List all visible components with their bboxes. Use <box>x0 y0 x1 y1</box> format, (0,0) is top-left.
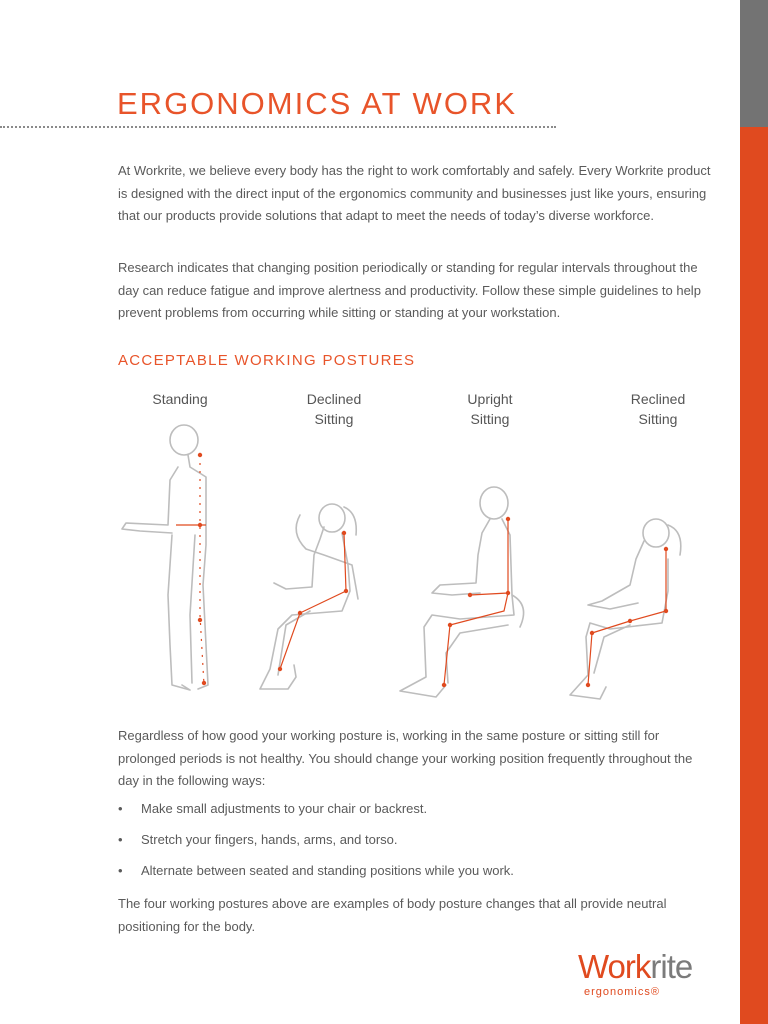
sidebar-orange-band <box>740 127 768 1024</box>
standing-figure <box>122 425 208 690</box>
posture-label-declined: Declined Sitting <box>306 391 362 427</box>
reclined-sitting-figure <box>570 519 681 699</box>
posture-label-standing: Standing <box>152 391 208 407</box>
postures-heading: ACCEPTABLE WORKING POSTURES <box>118 352 416 369</box>
closing-paragraph: The four working postures above are examples of body posture changes that all provide neutral positioning for the body. <box>118 896 667 934</box>
upright-sitting-figure <box>400 487 524 697</box>
list-item: • Alternate between seated and standing positions while you work. <box>118 860 514 891</box>
posture-illustrations <box>110 415 710 705</box>
dotted-divider <box>0 126 556 128</box>
logo-tagline: ergonomics® <box>584 986 660 998</box>
list-item: • Stretch your fingers, hands, arms, and torso. <box>118 829 514 860</box>
adjustment-list <box>118 798 514 891</box>
page-title: ERGONOMICS AT WORK <box>117 86 517 121</box>
posture-label-upright: Upright Sitting <box>467 391 513 427</box>
workrite-logo: Workrite ergonomics® <box>578 948 693 998</box>
intro-paragraph-2: Research indicates that changing position periodically or standing for regular intervals throughout the day can reduce fatigue and improve alertness and productivity. Follow these simple guidelines to help prevent problems from occurring while sitting or standing at your workstation. <box>118 260 701 320</box>
bullet-icon: • <box>118 832 123 847</box>
bullet-icon: • <box>118 863 123 878</box>
posture-label-reclined: Reclined Sitting <box>630 391 686 427</box>
sidebar-gray-band <box>740 0 768 127</box>
bullet-icon: • <box>118 801 123 816</box>
list-item: • Make small adjustments to your chair or backrest. <box>118 798 514 829</box>
intro-paragraph-1: At Workrite, we believe every body has the right to work comfortably and safely. Every Workrite product is designed with the direct input of the ergonomics community and businesses just like yours, ensuring that our products provide solutions that adapt to meet the needs of today’s diverse workforce. <box>118 163 711 223</box>
body-paragraph: Regardless of how good your working posture is, working in the same posture or sitting still for prolonged periods is not healthy. You should change your working position frequently throughout the day in the following ways: <box>118 728 693 788</box>
